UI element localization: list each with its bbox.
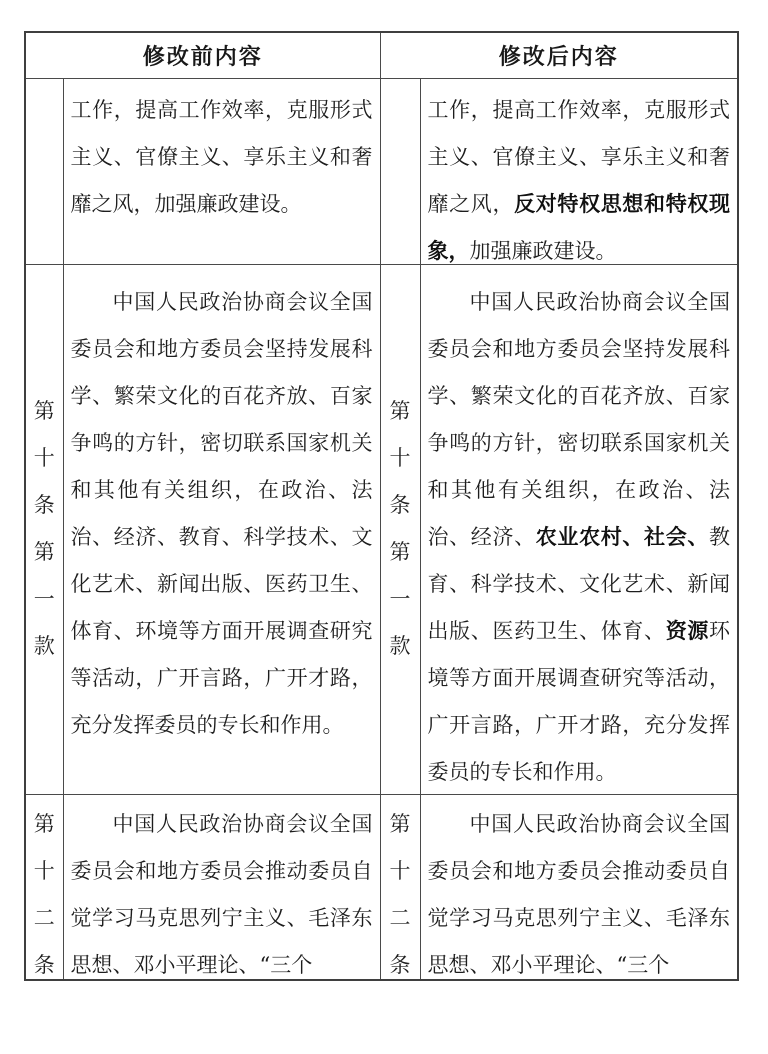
content-before bbox=[63, 264, 380, 794]
header-after-column: 修改后内容 bbox=[380, 32, 738, 78]
text-run: 中国人民政治协商会议全国委员会和地方委员会坚持发展科学、繁荣文化的百花齐放、百家争鸣的方针，密切联系国家机关和其他有关组织，在政治、法治、经济、教育、科学技术、文化艺术、新闻出版、医药卫生、体育、环境等方面开展调查研究等活动，广开言路，广开才路，充分发挥委员的专长和作用。 bbox=[70, 289, 373, 737]
table-header-row bbox=[25, 32, 738, 78]
content-before bbox=[63, 78, 380, 264]
revision-comparison-table bbox=[24, 31, 739, 981]
table-body bbox=[25, 78, 738, 980]
text-run: 中国人民政治协商会议全国委员会和地方委员会推动委员自觉学习马克思列宁主义、毛泽东思想、邓小平理论、“三个 bbox=[70, 811, 373, 977]
text-run: 工作，提高工作效率，克服形式主义、官僚主义、享乐主义和奢靡之风， bbox=[427, 97, 730, 216]
table-row bbox=[25, 794, 738, 980]
content-after bbox=[420, 264, 738, 794]
text-run: 中国人民政治协商会议全国委员会和地方委员会坚持发展科学、繁荣文化的百花齐放、百家争鸣的方针，密切联系国家机关和其他有关组织，在政治、法治、经济、 bbox=[427, 289, 730, 549]
content-after bbox=[420, 794, 738, 980]
clause-paragraph bbox=[64, 265, 380, 794]
article-label-after bbox=[380, 794, 420, 980]
clause-paragraph bbox=[421, 795, 738, 979]
text-run: 中国人民政治协商会议全国委员会和地方委员会推动委员自觉学习马克思列宁主义、毛泽东思想、邓小平理论、“三个 bbox=[427, 811, 730, 977]
text-run: 教育、科学技术、文化艺术、新闻出版、医药卫生、体育、 bbox=[427, 524, 731, 643]
article-number-label: 第十条第一款 bbox=[33, 399, 55, 658]
text-run: 加强廉政建设。 bbox=[469, 238, 617, 263]
header-before-column: 修改前内容 bbox=[25, 32, 380, 78]
text-run: 环境等方面开展调查研究等活动，广开言路，广开才路，充分发挥委员的专长和作用。 bbox=[427, 618, 731, 784]
article-label-before bbox=[25, 78, 63, 264]
article-label-after bbox=[380, 264, 420, 794]
clause-paragraph bbox=[64, 795, 380, 979]
article-number-label: 第十二条 bbox=[33, 811, 55, 977]
content-before bbox=[63, 794, 380, 980]
article-number-label: 第十条第一款 bbox=[389, 399, 411, 658]
clause-paragraph bbox=[421, 79, 738, 264]
text-run: 工作，提高工作效率，克服形式主义、官僚主义、享乐主义和奢靡之风，加强廉政建设。 bbox=[70, 97, 373, 216]
article-label-before bbox=[25, 264, 63, 794]
table-row bbox=[25, 78, 738, 264]
table-row bbox=[25, 264, 738, 794]
inserted-revision-text: 资源 bbox=[665, 618, 710, 643]
article-label-before bbox=[25, 794, 63, 980]
clause-paragraph bbox=[421, 265, 738, 794]
inserted-revision-text: 农业农村、社会、 bbox=[535, 524, 710, 549]
inserted-revision-text: 反对特权思想和特权现象， bbox=[427, 191, 731, 263]
article-label-after bbox=[380, 78, 420, 264]
article-number-label: 第十二条 bbox=[389, 811, 411, 977]
content-after bbox=[420, 78, 738, 264]
clause-paragraph bbox=[64, 79, 380, 264]
document-page bbox=[24, 31, 768, 981]
